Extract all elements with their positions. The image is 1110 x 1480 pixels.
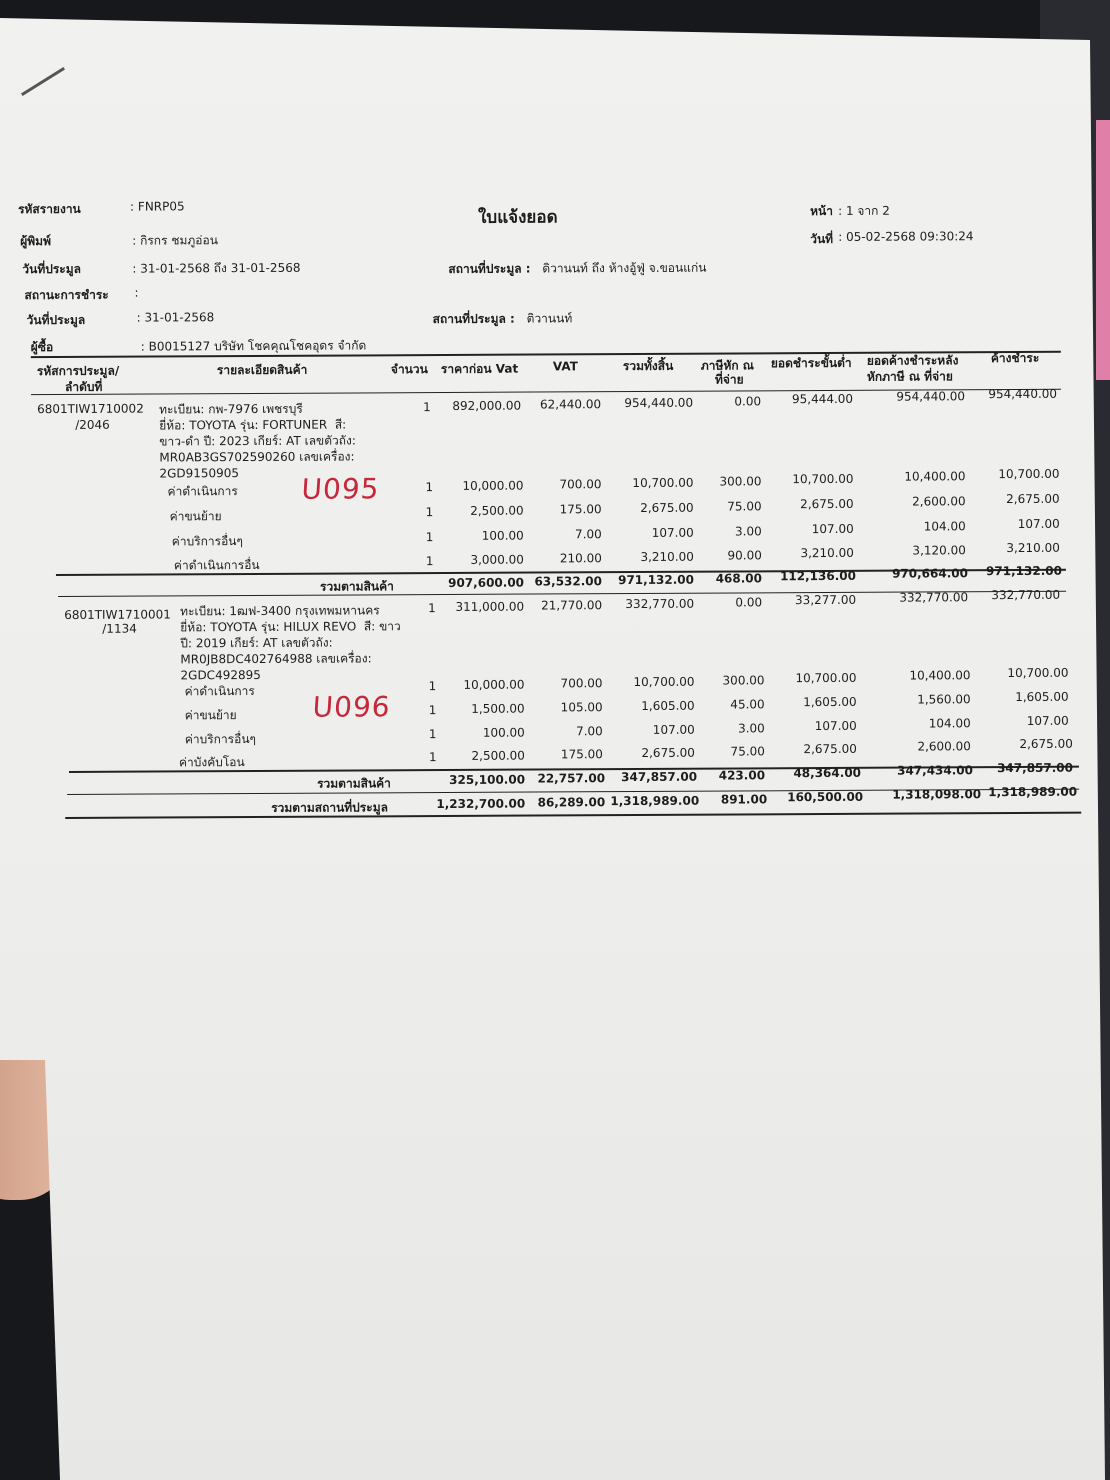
group2-item2-price: 1,500.00 xyxy=(471,701,525,716)
group2-vat: 21,770.00 xyxy=(541,598,603,613)
group2-item4-qty: 1 xyxy=(428,750,437,765)
group1-item2-qty: 1 xyxy=(425,505,434,520)
group1-item3-min: 107.00 xyxy=(811,521,854,537)
group2-after: 332,770.00 xyxy=(899,590,969,605)
group2-subtotal-wht: 423.00 xyxy=(718,768,766,783)
group1-item4-vat: 210.00 xyxy=(559,551,602,566)
col-after-line2: หักภาษี ณ ที่จ่าย xyxy=(866,369,953,384)
group1-code-line2: /2046 xyxy=(75,417,110,432)
group1-item2-outstanding: 2,675.00 xyxy=(1006,491,1060,507)
group1-item1-price: 10,000.00 xyxy=(462,478,524,493)
col-wht-line2: ที่จ่าย xyxy=(714,372,744,387)
report-code-label: รหัสรายงาน xyxy=(18,201,81,217)
col-total: รวมทั้งสิ้น xyxy=(622,358,674,374)
group1-item4-min: 3,210.00 xyxy=(800,545,854,561)
group2-item1-vat: 700.00 xyxy=(560,676,603,691)
location-label: สถานที่ประมูล : xyxy=(448,261,531,276)
group2-subtotal-total: 347,857.00 xyxy=(621,769,698,785)
group2-subtotal-outstanding: 347,857.00 xyxy=(997,760,1074,776)
group2-item3-price: 100.00 xyxy=(482,725,525,740)
col-after-line1: ยอดค้างชำระหลัง xyxy=(866,353,959,368)
group1-price: 892,000.00 xyxy=(452,398,522,413)
group2-item3-min: 107.00 xyxy=(814,718,857,734)
grand-total-min: 160,500.00 xyxy=(787,789,864,805)
group1-subtotal-min: 112,136.00 xyxy=(780,568,857,584)
col-outstanding: ค้างชำระ xyxy=(990,350,1040,366)
group2-item2-min: 1,605.00 xyxy=(803,694,857,710)
group1-item3-price: 100.00 xyxy=(481,528,524,543)
group2-item4-wht: 75.00 xyxy=(730,744,765,759)
payment-status-label: สถานะการชำระ xyxy=(24,287,109,303)
group2-item4-price: 2,500.00 xyxy=(471,748,525,763)
group2-code-line2: /1134 xyxy=(102,621,137,636)
group1-after: 954,440.00 xyxy=(896,389,966,404)
group2-code-line1: 6801TIW1710001 xyxy=(64,607,171,622)
group2-item2-after: 1,560.00 xyxy=(917,692,971,707)
group1-item2-price: 2,500.00 xyxy=(470,503,524,518)
group2-item3-wht: 3.00 xyxy=(738,721,765,736)
group1-item3-vat: 7.00 xyxy=(575,527,602,542)
group1-item1-qty: 1 xyxy=(425,480,434,495)
group2-item3-name: ค่าบริการอื่นๆ xyxy=(184,731,257,747)
col-code-line2: ลำดับที่ xyxy=(64,379,103,394)
document-title: ใบแจ้งยอด xyxy=(478,207,558,228)
date-label: วันที่ xyxy=(810,231,834,247)
group1-item2-name: ค่าขนย้าย xyxy=(169,509,222,524)
group1-subtotal-outstanding: 971,132.00 xyxy=(985,563,1062,579)
group1-item1-after: 10,400.00 xyxy=(904,469,966,484)
group2-item1-min: 10,700.00 xyxy=(795,670,857,686)
group1-item1-wht: 300.00 xyxy=(719,474,762,489)
printer-value: : กิรกร ชมภูอ่อน xyxy=(132,233,218,248)
group1-item1-vat: 700.00 xyxy=(559,477,602,492)
group2-item2-name: ค่าขนย้าย xyxy=(184,708,237,723)
group1-subtotal-wht: 468.00 xyxy=(715,571,763,586)
group2-item4-after: 2,600.00 xyxy=(917,739,971,754)
group2-item2-wht: 45.00 xyxy=(730,697,765,712)
group1-subtotal-label: รวมตามสินค้า xyxy=(319,579,394,594)
group2-item3-vat: 7.00 xyxy=(576,724,603,739)
group1-item2-total: 2,675.00 xyxy=(640,500,694,515)
location-value: ดิวานนท์ ถึง ห้างอู้ฟู่ จ.ขอนแก่น xyxy=(542,260,707,276)
group2-item1-name: ค่าดำเนินการ xyxy=(184,683,255,699)
group1-item4-outstanding: 3,210.00 xyxy=(1006,540,1060,556)
group2-subtotal-price: 325,100.00 xyxy=(449,772,526,787)
group1-item1-min: 10,700.00 xyxy=(792,471,854,487)
grand-total-after: 1,318,098.00 xyxy=(892,787,982,802)
group2-item1-total: 10,700.00 xyxy=(633,674,695,690)
group1-subtotal-vat: 63,532.00 xyxy=(534,574,603,589)
group1-item1-name: ค่าดำเนินการ xyxy=(167,484,238,499)
group1-total: 954,440.00 xyxy=(624,395,694,411)
grand-total-total: 1,318,989.00 xyxy=(610,793,700,809)
group1-item3-name: ค่าบริการอื่นๆ xyxy=(171,534,243,549)
group2-item1-after: 10,400.00 xyxy=(909,668,971,683)
page-value: : 1 จาก 2 xyxy=(838,203,890,218)
group2-item2-total: 1,605.00 xyxy=(641,698,695,713)
group1-subtotal-after: 970,664.00 xyxy=(892,566,969,581)
group1-code-line1: 6801TIW1710002 xyxy=(37,401,144,417)
group2-item1-qty: 1 xyxy=(428,679,437,694)
group2-subtotal-after: 347,434.00 xyxy=(897,763,974,778)
report-code-value: : FNRP05 xyxy=(129,199,185,214)
group2-min: 33,277.00 xyxy=(794,592,857,608)
group1-item4-price: 3,000.00 xyxy=(470,552,524,567)
grand-total-bottom-rule xyxy=(65,812,1081,819)
group2-wht: 0.00 xyxy=(735,595,763,610)
group2-subtotal-label: รวมตามสินค้า xyxy=(317,776,391,791)
printer-label: ผู้พิมพ์ xyxy=(20,234,52,249)
group2-item2-qty: 1 xyxy=(428,703,437,718)
buyer-value: : B0015127 บริษัท โชคคุณโชคอุดร จำกัด xyxy=(140,338,367,354)
group1-item3-outstanding: 107.00 xyxy=(1017,516,1060,531)
group2-item4-total: 2,675.00 xyxy=(641,745,695,760)
group2-item1-wht: 300.00 xyxy=(722,673,765,688)
group1-item4-total: 3,210.00 xyxy=(640,549,694,564)
group1-item4-qty: 1 xyxy=(425,554,434,569)
group2-subtotal-vat: 22,757.00 xyxy=(537,771,606,786)
group2-outstanding: 332,770.00 xyxy=(991,587,1061,603)
group2-item3-qty: 1 xyxy=(428,727,437,742)
auction-date2-label: วันที่ประมูล xyxy=(26,312,86,328)
col-wht-line1: ภาษีหัก ณ xyxy=(700,358,754,373)
group1-item2-wht: 75.00 xyxy=(727,499,762,514)
group2-total: 332,770.00 xyxy=(625,596,695,612)
location2-value: ติวานนท์ xyxy=(526,311,573,326)
group2-qty: 1 xyxy=(428,601,436,616)
group2-price: 311,000.00 xyxy=(455,599,525,614)
group1-wht: 0.00 xyxy=(734,394,762,409)
group1-outstanding: 954,440.00 xyxy=(988,386,1058,402)
group2-item3-after: 104.00 xyxy=(928,716,971,731)
group2-item4-min: 2,675.00 xyxy=(803,741,857,757)
group1-item2-vat: 175.00 xyxy=(559,502,602,517)
group1-handwritten-note: U095 xyxy=(300,472,381,506)
group1-item3-wht: 3.00 xyxy=(734,524,762,539)
auction-date-value: : 31-01-2568 ถึง 31-01-2568 xyxy=(132,260,301,276)
group1-item2-after: 2,600.00 xyxy=(912,494,966,509)
group2-item1-price: 10,000.00 xyxy=(463,677,525,692)
group2-subtotal-min: 48,364.00 xyxy=(793,765,862,781)
group1-item3-after: 104.00 xyxy=(923,519,966,534)
group1-item4-name: ค่าดำเนินการอื่น xyxy=(173,557,260,573)
grand-total-price: 1,232,700.00 xyxy=(436,796,526,812)
group1-min: 95,444.00 xyxy=(791,391,854,407)
location2-label: สถานที่ประมูล : xyxy=(432,311,515,327)
group2-item3-outstanding: 107.00 xyxy=(1026,713,1069,728)
date-value: : 05-02-2568 09:30:24 xyxy=(838,229,974,244)
group2-item3-total: 107.00 xyxy=(652,722,695,737)
group2-item2-vat: 105.00 xyxy=(560,700,603,715)
group1-item4-after: 3,120.00 xyxy=(912,543,966,558)
auction-date2-value: : 31-01-2568 xyxy=(136,310,215,325)
group2-handwritten-note: U096 xyxy=(311,690,392,724)
grand-total-wht: 891.00 xyxy=(720,792,768,807)
col-detail: รายละเอียดสินค้า xyxy=(216,362,308,378)
group1-item1-outstanding: 10,700.00 xyxy=(998,466,1060,482)
group2-item4-vat: 175.00 xyxy=(560,747,603,762)
col-min: ยอดชำระขั้นต่ำ xyxy=(770,355,852,371)
group2-item4-name: ค่าบังคับโอน xyxy=(178,755,245,770)
group2-item4-outstanding: 2,675.00 xyxy=(1019,736,1073,751)
grand-total-label: รวมตามสถานที่ประมูล xyxy=(271,800,388,815)
payment-status-value: : xyxy=(134,285,139,300)
group1-vehicle-detail: ทะเบียน: กพ-7976 เพชรบุรี ยี่ห้อ: TOYOTA รุ่น: FORTUNER สี: ขาว-ดำ ปี: 2023 เกียร์: AT เลขตัวถัง: MR0AB3GS702590260 เลขเครื่อง: 2GD9150905 xyxy=(159,401,356,481)
group2-item2-outstanding: 1,605.00 xyxy=(1015,689,1069,705)
col-vat: VAT xyxy=(552,359,578,374)
group1-item2-min: 2,675.00 xyxy=(800,496,854,512)
group1-subtotal-total: 971,132.00 xyxy=(618,572,695,588)
col-qty: จำนวน xyxy=(390,362,428,377)
col-code-line1: รหัสการประมูล/ xyxy=(36,363,120,379)
group2-vehicle-detail: ทะเบียน: 1ฒฟ-3400 กรุงเทพมหานคร ยี่ห้อ: TOYOTA รุ่น: HILUX REVO สี: ขาว ปี: 2019 เกียร์: AT เลขตัวถัง: MR0JB8DC402764988 เลขเครื่อง: 2GDC492895 xyxy=(180,603,401,683)
grand-total-vat: 86,289.00 xyxy=(537,795,606,810)
col-price: ราคาก่อน Vat xyxy=(440,361,519,377)
auction-date-label: วันที่ประมูล xyxy=(22,261,82,277)
buyer-label: ผู้ซื้อ xyxy=(30,340,54,355)
group1-item4-wht: 90.00 xyxy=(727,548,762,563)
group1-vat: 62,440.00 xyxy=(539,397,602,412)
group1-subtotal-price: 907,600.00 xyxy=(448,575,525,590)
group1-item1-total: 10,700.00 xyxy=(632,475,694,491)
group1-qty: 1 xyxy=(423,400,431,415)
group1-item3-total: 107.00 xyxy=(651,525,694,540)
page-label: หน้า xyxy=(810,203,833,219)
group1-item3-qty: 1 xyxy=(425,530,434,545)
grand-total-outstanding: 1,318,989.00 xyxy=(988,784,1078,800)
group2-item1-outstanding: 10,700.00 xyxy=(1007,665,1069,681)
